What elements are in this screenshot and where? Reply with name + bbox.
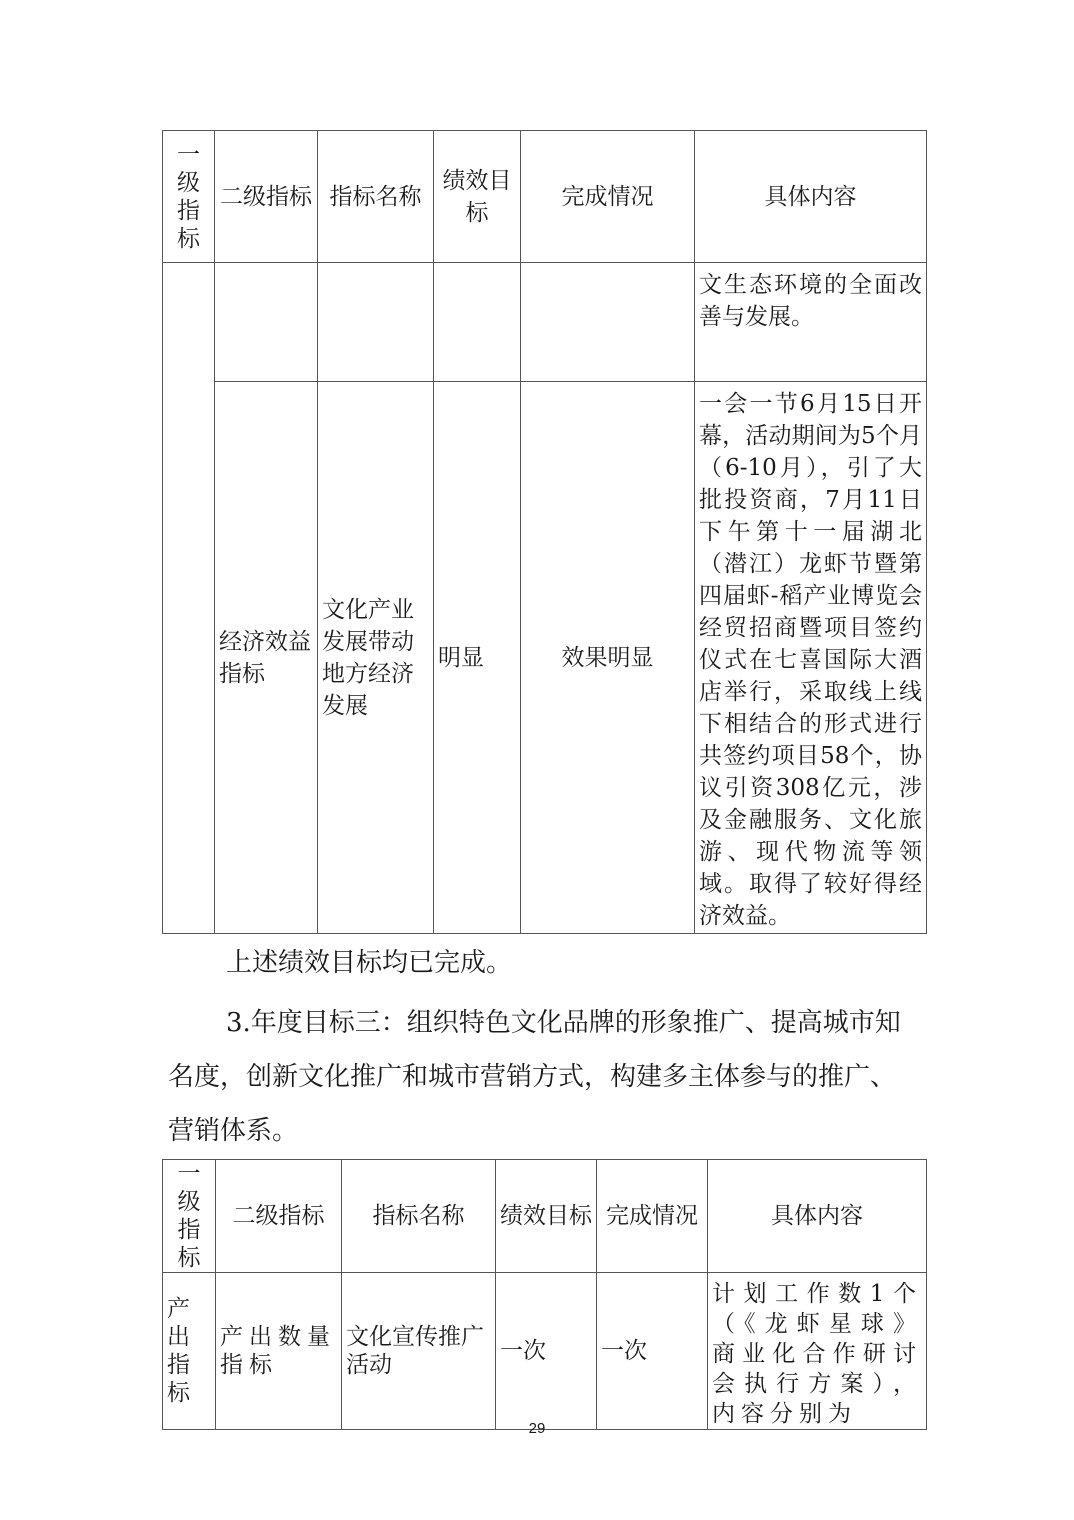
cell-level2: 经济效益指标 <box>215 382 318 934</box>
header-level2: 二级指标 <box>215 131 318 263</box>
table-row <box>163 263 927 382</box>
header-status: 完成情况 <box>521 131 695 263</box>
performance-table-goal-2 <box>162 130 927 934</box>
header-content: 具体内容 <box>695 131 927 263</box>
header-status: 完成情况 <box>597 1160 708 1273</box>
cell-empty <box>434 263 521 382</box>
table-header-row <box>163 1160 927 1273</box>
cell-indicator-name: 文化产业发展带动地方经济发展 <box>318 382 434 934</box>
header-level2: 二级指标 <box>216 1160 342 1273</box>
cell-level2: 产出数量指标 <box>216 1273 342 1430</box>
table-row <box>163 382 927 934</box>
performance-table-goal-3 <box>162 1159 927 1430</box>
page-number: 29 <box>528 1420 546 1437</box>
header-indicator-name: 指标名称 <box>318 131 434 263</box>
header-content: 具体内容 <box>708 1160 927 1273</box>
cell-level1: 产出指标 <box>163 1273 216 1430</box>
table-row <box>163 1273 927 1430</box>
cell-level1-empty <box>163 263 215 934</box>
cell-status: 效果明显 <box>521 382 695 934</box>
cell-content: 文生态环境的全面改善与发展。 <box>695 263 927 382</box>
cell-content: 计划工作数1个（《龙虾星球》商业化合作研讨会执行方案），内容分别为 <box>708 1273 927 1430</box>
header-level1: 一级指标 <box>163 1160 216 1273</box>
paragraph-completed: 上述绩效目标均已完成。 <box>226 948 513 978</box>
cell-empty <box>215 263 318 382</box>
header-indicator-name: 指标名称 <box>342 1160 496 1273</box>
cell-indicator-name: 文化宣传推广活动 <box>342 1273 496 1430</box>
table-header-row <box>163 131 927 263</box>
paragraph-goal-3: 3.年度目标三：组织特色文化品牌的形象推广、提高城市知名度，创新文化推广和城市营销方式，构建多主体参与的推广、营销体系。 <box>168 1008 901 1146</box>
header-target: 绩效目标 <box>496 1160 597 1273</box>
cell-content: 一会一节6月15日开幕，活动期间为5个月（6-10月），引了大批投资商，7月11日下午第十一届湖北（潜江）龙虾节暨第四届虾-稻产业博览会经贸招商暨项目签约仪式在七喜国际大酒店举行，采取线上线下相结合的形式进行共签约项目58个，协议引资308亿元，涉及金融服务、文化旅游、现代物流等领域。取得了较好得经济效益。 <box>695 382 927 934</box>
header-level1: 一级指标 <box>163 131 215 263</box>
cell-empty <box>521 263 695 382</box>
cell-target: 一次 <box>496 1273 597 1430</box>
cell-empty <box>318 263 434 382</box>
cell-target: 明显 <box>434 382 521 934</box>
header-target: 绩效目标 <box>434 131 521 263</box>
cell-status: 一次 <box>597 1273 708 1430</box>
